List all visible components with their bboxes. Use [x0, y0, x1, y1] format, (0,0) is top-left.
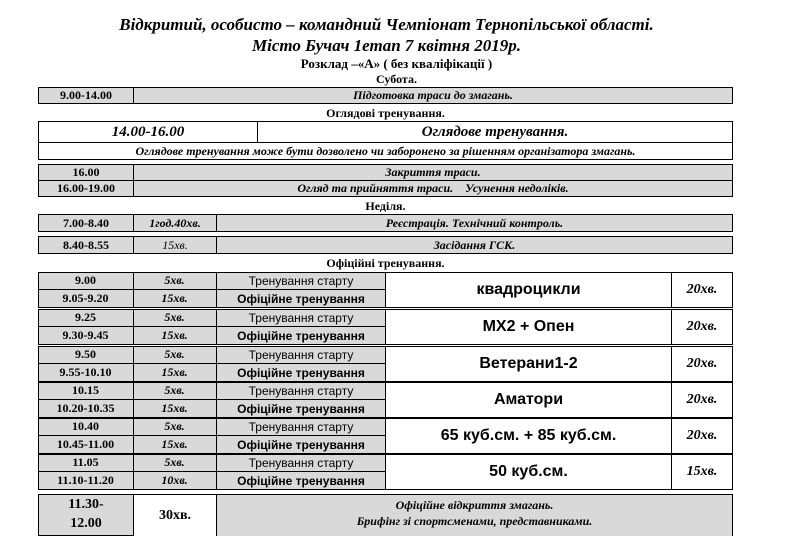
official-train-time: 9.30-9.45: [38, 326, 134, 345]
sat-row1-time: 9.00-14.00: [38, 87, 134, 104]
official-class-dur: 20хв.: [671, 346, 733, 382]
official-train-act: Офіційне тренування: [237, 437, 365, 452]
official-train-act: Офіційне тренування: [237, 365, 365, 380]
official-class-dur: 20хв.: [671, 272, 733, 308]
sat-row2-time: 14.00-16.00: [38, 121, 258, 143]
official-train-time: 11.10-11.20: [38, 471, 134, 490]
official-start-dur: 5хв.: [133, 454, 217, 472]
opening-duration: 30хв.: [133, 494, 217, 536]
sunday-label: Неділя.: [365, 199, 406, 213]
official-train-time: 10.45-11.00: [38, 435, 134, 454]
official-class: Аматори: [385, 382, 672, 418]
official-class: квадроцикли: [385, 272, 672, 308]
opening-time-start: 11.30-: [68, 497, 104, 512]
official-train-dur: 15хв.: [133, 289, 217, 308]
official-train-time: 10.20-10.35: [38, 399, 134, 418]
sat-row3-time: 16.00: [38, 164, 134, 181]
title-line-2: Місто Бучач 1етап 7 квітня 2019р.: [252, 36, 521, 55]
official-train-dur: 15хв.: [133, 399, 217, 418]
sun-row2-dur: 15хв.: [133, 236, 217, 254]
review-training-label: Оглядові тренування.: [326, 106, 445, 120]
sat-row4-desc: Огляд та прийняття траси. Усунення недоліків.: [133, 180, 733, 197]
official-class-dur: 20хв.: [671, 382, 733, 418]
official-start-dur: 5хв.: [133, 346, 217, 364]
sat-row3-desc: Закриття траси.: [133, 164, 733, 181]
official-start-time: 9.00: [38, 272, 134, 290]
sat-row4-time: 16.00-19.00: [38, 180, 134, 197]
official-class: 50 куб.см.: [385, 454, 672, 490]
official-train-act: Офіційне тренування: [237, 401, 365, 416]
official-start-act: Тренування старту: [216, 454, 386, 472]
official-train-dur: 10хв.: [133, 471, 217, 490]
opening-time-end: 12.00: [70, 516, 102, 531]
official-class: Ветерани1-2: [385, 346, 672, 382]
sun-row1-dur: 1год.40хв.: [133, 214, 217, 232]
official-train-act: Офіційне тренування: [237, 328, 365, 343]
official-start-time: 9.50: [38, 346, 134, 364]
sat-note: Оглядове тренування може бути дозволено чи заборонено за рішенням організатора змагань.: [38, 142, 733, 160]
official-class: 65 куб.см. + 85 куб.см.: [385, 418, 672, 454]
title-line-1: Відкритий, особисто – командний Чемпіонат Тернопільської області.: [119, 15, 654, 34]
official-class: МХ2 + Опен: [385, 309, 672, 345]
sun-row2-time: 8.40-8.55: [38, 236, 134, 254]
official-start-dur: 5хв.: [133, 272, 217, 290]
official-class-dur: 20хв.: [671, 418, 733, 454]
opening-desc-line2: Брифінг зі спортсменами, представниками.: [356, 514, 593, 528]
official-train-time: 9.05-9.20: [38, 289, 134, 308]
official-class-dur: 20хв.: [671, 309, 733, 345]
sat-row1-desc: Підготовка траси до змагань.: [133, 87, 733, 104]
official-start-act: Тренування старту: [216, 309, 386, 327]
sun-row1-time: 7.00-8.40: [38, 214, 134, 232]
opening-time-cell: [38, 494, 134, 536]
official-class-dur: 15хв.: [671, 454, 733, 490]
official-training-label: Офіційні тренування.: [326, 256, 445, 270]
official-start-dur: 5хв.: [133, 418, 217, 436]
saturday-label: Субота.: [376, 72, 417, 86]
official-start-act: Тренування старту: [216, 382, 386, 400]
official-start-dur: 5хв.: [133, 382, 217, 400]
official-train-act: Офіційне тренування: [237, 291, 365, 306]
official-start-act: Тренування старту: [216, 346, 386, 364]
official-start-time: 10.40: [38, 418, 134, 436]
official-start-time: 10.15: [38, 382, 134, 400]
official-train-dur: 15хв.: [133, 326, 217, 345]
sun-row2-desc: Засідання ГСК.: [216, 236, 733, 254]
opening-desc-line1: Офіційне відкриття змагань.: [395, 498, 554, 512]
official-start-dur: 5хв.: [133, 309, 217, 327]
official-start-act: Тренування старту: [216, 418, 386, 436]
sat-row2-desc: Оглядове тренування.: [257, 121, 733, 143]
opening-desc-cell: [216, 494, 733, 536]
official-start-time: 11.05: [38, 454, 134, 472]
official-train-act: Офіційне тренування: [237, 473, 365, 488]
official-train-dur: 15хв.: [133, 363, 217, 382]
official-train-dur: 15хв.: [133, 435, 217, 454]
sun-row1-desc: Реєстрація. Технічний контроль.: [216, 214, 733, 232]
official-train-time: 9.55-10.10: [38, 363, 134, 382]
official-start-time: 9.25: [38, 309, 134, 327]
official-start-act: Тренування старту: [216, 272, 386, 290]
title-line-3: Розклад –«А» ( без кваліфікації ): [300, 56, 493, 71]
